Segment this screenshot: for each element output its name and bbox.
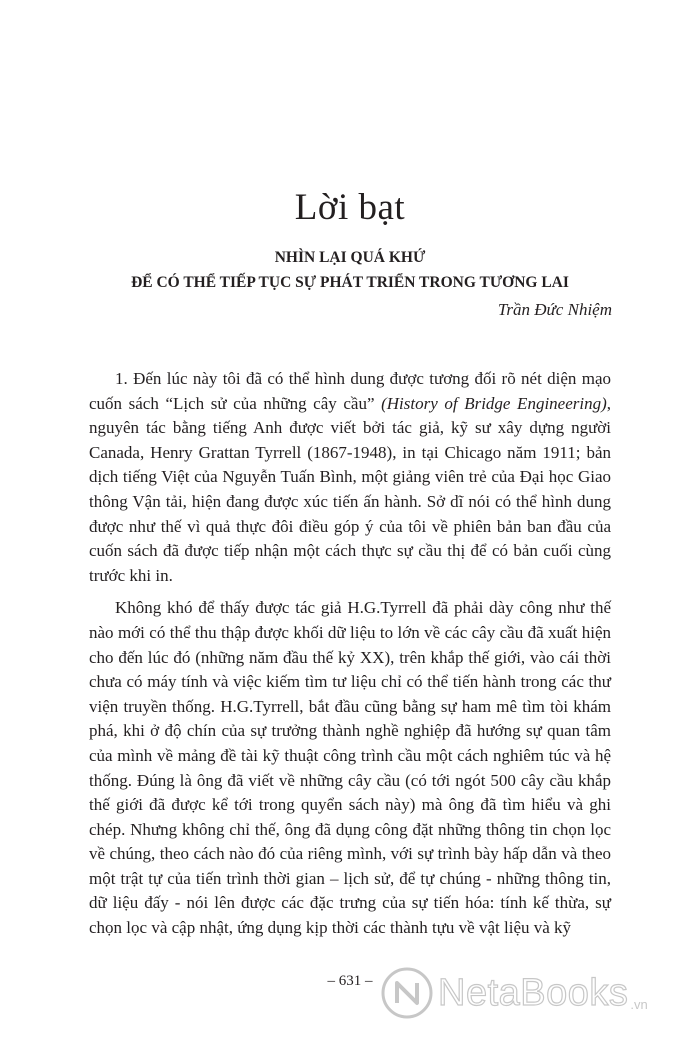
netabooks-watermark	[380, 958, 690, 1028]
paragraph-1-italic-title: (History of Bridge Engineering)	[381, 393, 607, 413]
chapter-subtitle	[0, 245, 700, 295]
body-text	[89, 367, 611, 941]
watermark-suffix: .vn	[630, 997, 648, 1012]
paragraph-2-text: Không khó để thấy được tác giả H.G.Tyrrell đã phải dày công như thế nào mới có thể thu thập được khối dữ liệu to lớn về các cây cầu đã xuất hiện cho đến lúc đó (những năm đầu thế kỷ XX), trên khắp thế giới, vào cái thời chưa có máy tính và việc kiếm tìm tư liệu chỉ có thể tiến hành trong các thư viện truyền thống. H.G.Tyrrell, bắt đầu cũng bằng sự ham mê tìm tòi khám phá, khi ở độ chín của sự trưởng thành nghề nghiệp đã hướng sự quan tâm của mình về mảng đề tài kỹ thuật công trình cầu một cách nghiêm túc và hệ thống. Đúng là ông đã viết về những cây cầu (có tới ngót 500 cây cầu khắp thế giới đã được kể tới trong quyển sách này) mà ông đã tìm hiểu và ghi chép. Nhưng không chỉ thế, ông đã dụng công đặt những thông tin chọn lọc về chúng, theo cách nào đó của riêng mình, với sự trình bày hấp dẫn và theo một trật tự của tiến trình thời gian – lịch sử, để tự chúng - những thông tin, dữ liệu đấy - nói lên được các đặc trưng của sự tiến hóa: tính kế thừa, sự chọn lọc và cập nhật, ứng dụng kịp thời các thành tựu về vật liệu và kỹ	[89, 598, 611, 938]
page-number: – 631 –	[327, 973, 373, 989]
netabooks-logo-icon	[380, 966, 434, 1020]
author-name: Trần Đức Nhiệm	[497, 300, 612, 319]
watermark-brand: NetaBooks	[438, 972, 629, 1014]
paragraph-2	[89, 596, 611, 940]
subtitle-line-2: ĐỂ CÓ THỂ TIẾP TỤC SỰ PHÁT TRIỂN TRONG TƯƠNG LAI	[131, 274, 569, 291]
paragraph-1-text-cont: , nguyên tác bằng tiếng Anh được viết bởi tác giả, kỹ sư xây dựng người Canada, Henry Grattan Tyrrell (1867-1948), in tại Chicago năm 1911; bản dịch tiếng Việt của Nguyễn Tuấn Bình, một giảng viên trẻ của Đại học Giao thông Vận tải, hiện đang được xúc tiến ấn hành. Sở dĩ nói có thể hình dung được như thế vì quả thực đôi điều góp ý của tôi về phiên bản ban đầu của cuốn sách đã được tiếp nhận một cách thực sự cầu thị để có bản cuối cùng trước khi in.	[89, 393, 612, 585]
chapter-title: Lời bạt	[294, 187, 406, 228]
paragraph-1	[89, 367, 611, 588]
subtitle-line-1: NHÌN LẠI QUÁ KHỨ	[274, 249, 426, 266]
paragraph-1-text: 1. Đến lúc này tôi đã có thể hình dung được tương đối rõ nét diện mạo cuốn sách “Lịch sử của những cây cầu”	[89, 369, 611, 413]
